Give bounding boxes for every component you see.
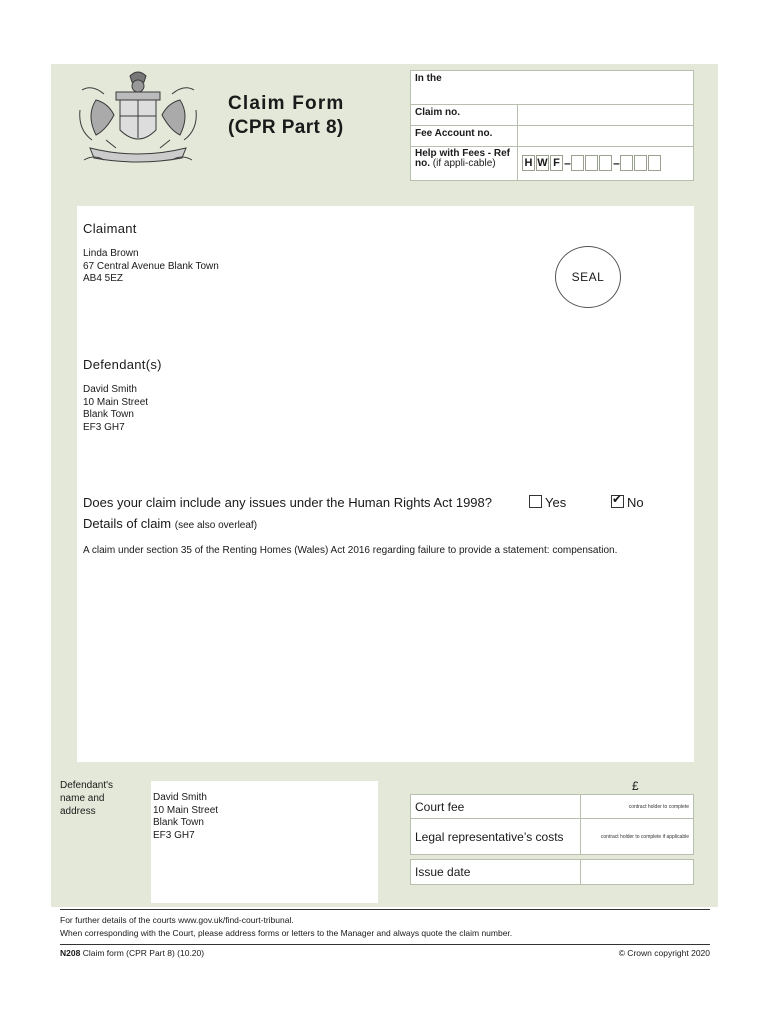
hwf-label	[411, 147, 518, 181]
claim-no-field[interactable]	[518, 105, 694, 126]
royal-coat-of-arms-icon	[76, 70, 200, 168]
seal-label: SEAL	[571, 270, 605, 284]
defendant-service-box[interactable]	[151, 781, 378, 903]
claimant-heading: Claimant	[83, 221, 137, 236]
hwf-box-h: H	[522, 155, 535, 171]
fee-account-label: Fee Account no.	[411, 126, 518, 147]
hwf-digit-box[interactable]	[634, 155, 647, 171]
issue-date-label: Issue date	[411, 860, 581, 885]
defendant-service-address: David Smith 10 Main Street Blank Town EF3 GH7	[153, 792, 219, 841]
footer-line1: For further details of the courts www.gov.uk/find-court-tribunal.	[60, 915, 294, 925]
issue-date-field[interactable]	[581, 860, 694, 885]
fee-account-field[interactable]	[518, 126, 694, 147]
form-code: N208	[60, 948, 81, 958]
hwf-digit-box[interactable]	[620, 155, 633, 171]
hwf-digit-box[interactable]	[648, 155, 661, 171]
yes-checkbox[interactable]	[529, 495, 542, 508]
fee-table	[410, 794, 694, 885]
right-margin	[694, 206, 718, 762]
court-fee-field[interactable]: contract holder to complete	[581, 795, 694, 819]
details-heading: Details of claim	[83, 516, 172, 531]
yes-label: Yes	[545, 495, 567, 510]
claimant-address[interactable]: Linda Brown 67 Central Avenue Blank Town AB4 5EZ	[83, 248, 219, 284]
defendant-heading: Defendant(s)	[83, 357, 162, 372]
legal-costs-label: Legal representative’s costs	[411, 819, 581, 855]
hwf-dash: –	[564, 156, 571, 170]
in-the-field[interactable]	[411, 71, 694, 105]
details-heading-row	[83, 516, 257, 531]
footer-divider	[60, 944, 710, 945]
claim-no-label: Claim no.	[411, 105, 518, 126]
footer-line2: When corresponding with the Court, please address forms or letters to the Manager and always quote the claim number.	[60, 928, 513, 938]
form-code-row	[60, 948, 204, 958]
no-checkbox[interactable]	[611, 495, 624, 508]
defendant-address[interactable]: David Smith 10 Main Street Blank Town EF3 GH7	[83, 384, 149, 433]
court-fee-label: Court fee	[411, 795, 581, 819]
form-desc: Claim form (CPR Part 8) (10.20)	[82, 948, 205, 958]
hwf-boxes	[522, 155, 689, 171]
no-label: No	[627, 495, 644, 510]
details-heading-note: (see also overleaf)	[174, 520, 258, 531]
human-rights-no[interactable]	[611, 495, 644, 510]
form-title-line2: (CPR Part 8)	[228, 117, 344, 138]
hwf-label-bold: Help with Fees - Ref no.	[415, 148, 511, 169]
in-the-label: In the	[415, 73, 442, 84]
hwf-digit-box[interactable]	[585, 155, 598, 171]
human-rights-yes[interactable]	[529, 495, 566, 510]
hwf-digit-box[interactable]	[571, 155, 584, 171]
header-fields-table	[410, 70, 694, 181]
defendant-service-label: Defendant's name and address	[60, 780, 114, 817]
form-title	[228, 92, 345, 140]
hwf-digit-box[interactable]	[599, 155, 612, 171]
hwf-dash: –	[613, 156, 620, 170]
left-margin	[51, 206, 77, 762]
human-rights-question: Does your claim include any issues under the Human Rights Act 1998?	[83, 495, 492, 510]
hwf-box-f: F	[550, 155, 563, 171]
hwf-ref-field[interactable]	[518, 147, 694, 181]
hwf-label-rest: (if appli-cable)	[432, 158, 496, 169]
currency-symbol: £	[632, 779, 639, 793]
copyright: © Crown copyright 2020	[618, 948, 710, 958]
footer-divider	[60, 909, 710, 910]
hwf-box-w: W	[537, 157, 548, 169]
details-text[interactable]: A claim under section 35 of the Renting Homes (Wales) Act 2016 regarding failure to provide a statement: compensation.	[83, 545, 618, 556]
court-seal	[555, 246, 621, 308]
form-title-line1: Claim Form	[228, 93, 345, 114]
legal-costs-field[interactable]: contract holder to complete if applicable	[581, 819, 694, 855]
